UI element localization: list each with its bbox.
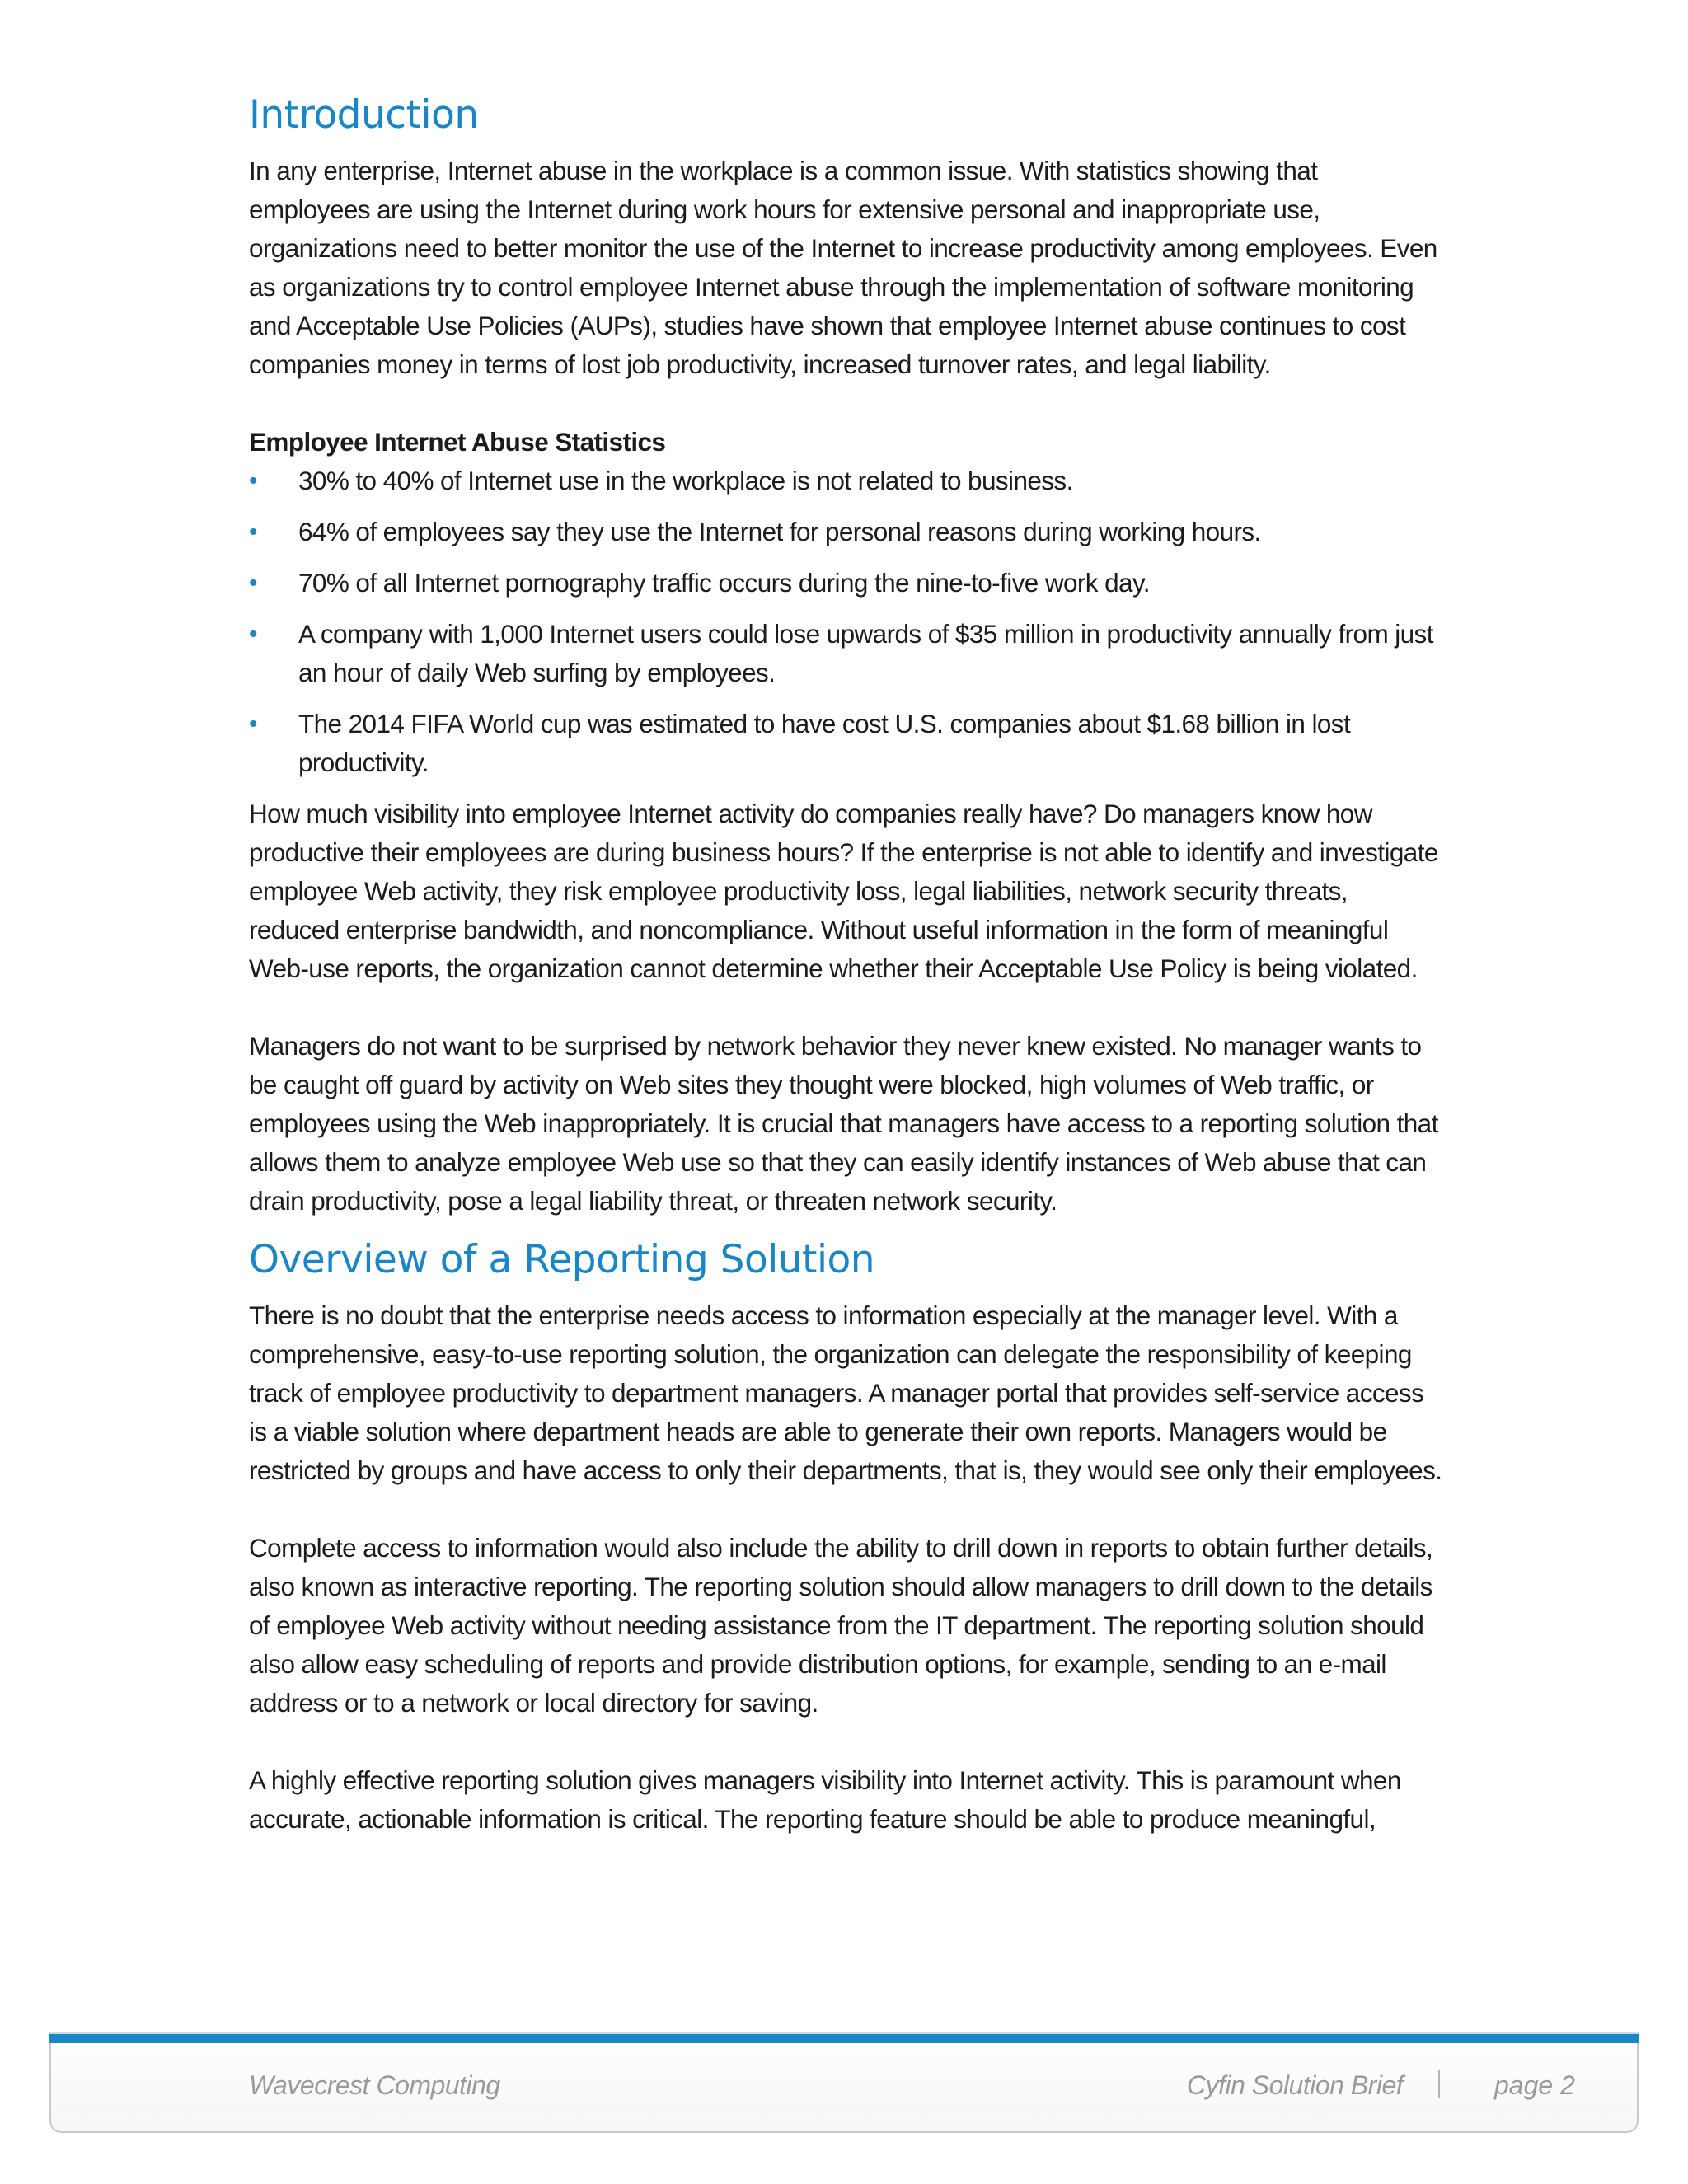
- statistics-heading: Employee Internet Abuse Statistics: [249, 427, 666, 457]
- visibility-paragraph-1: How much visibility into employee Internet activity do companies really have? Do managers know how productive their employees are during business hours? If the enterprise is not able to identify and investigate employee Web activity, they risk employee productivity loss, legal liabilities, network security threats, reduced enterprise bandwidth, and noncompliance. Without useful information in the form of meaningful Web-use reports, the organization cannot determine whether their Acceptable Use Policy is being violated.: [249, 799, 1438, 983]
- list-item: [249, 564, 1444, 602]
- overview-paragraph-3: A highly effective reporting solution gives managers visibility into Internet activity. This is paramount when accurate, actionable information is critical. The reporting feature should be able to produce meaningful,: [249, 1765, 1401, 1834]
- page-content: [249, 91, 1444, 1839]
- bullet-icon: •: [249, 569, 257, 597]
- overview-heading: Overview of a Reporting Solution: [249, 1237, 875, 1282]
- list-item-text: 30% to 40% of Internet use in the workplace is not related to business.: [298, 466, 1073, 495]
- list-item-text: A company with 1,000 Internet users could lose upwards of $35 million in productivity annually from just an hour of daily Web surfing by employees.: [298, 619, 1433, 687]
- bullet-icon: •: [249, 518, 257, 546]
- footer-company: Wavecrest Computing: [249, 2070, 500, 2100]
- footer-accent-bar: [49, 2032, 1639, 2043]
- bullet-icon: •: [249, 467, 257, 494]
- visibility-paragraph-2: Managers do not want to be surprised by network behavior they never knew existed. No manager wants to be caught off guard by activity on Web sites they thought were blocked, high volumes of Web traffic, or employees using the Web inappropriately. It is crucial that managers have access to a reporting solution that allows them to analyze employee Web use so that they can easily identify instances of Web abuse that can drain productivity, pose a legal liability threat, or threaten network security.: [249, 1031, 1438, 1216]
- list-item: [249, 462, 1444, 500]
- footer-divider: [1438, 2070, 1440, 2098]
- statistics-list: [249, 462, 1444, 782]
- footer-page-number: page 2: [1494, 2070, 1575, 2100]
- list-item: [249, 615, 1444, 692]
- list-item-text: 70% of all Internet pornography traffic occurs during the nine-to-five work day.: [298, 568, 1150, 598]
- overview-paragraph-2: Complete access to information would also include the ability to drill down in reports to obtain further details, also known as interactive reporting. The reporting solution should allow managers to drill down to the details of employee Web activity without needing assistance from the IT department. The reporting solution should also allow easy scheduling of reports and provide distribution options, for example, sending to an e-mail address or to a network or local directory for saving.: [249, 1533, 1433, 1718]
- introduction-heading: Introduction: [249, 92, 479, 138]
- list-item: [249, 513, 1444, 551]
- bullet-icon: •: [249, 710, 257, 738]
- list-item-text: The 2014 FIFA World cup was estimated to have cost U.S. companies about $1.68 billion in lost productivity.: [298, 709, 1351, 777]
- introduction-paragraph: In any enterprise, Internet abuse in the workplace is a common issue. With statistics showing that employees are using the Internet during work hours for extensive personal and inappropriate use, organizations need to better monitor the use of the Internet to increase productivity among employees. Even as organizations try to control employee Internet abuse through the implementation of software monitoring and Acceptable Use Policies (AUPs), studies have shown that employee Internet abuse continues to cost companies money in terms of lost job productivity, increased turnover rates, and legal liability.: [249, 156, 1437, 379]
- bullet-icon: •: [249, 621, 257, 648]
- footer-document-title: Cyfin Solution Brief: [1187, 2070, 1404, 2100]
- overview-paragraph-1: There is no doubt that the enterprise needs access to information especially at the manager level. With a comprehensive, easy-to-use reporting solution, the organization can delegate the responsibility of keeping track of employee productivity to department managers. A manager portal that provides self-service access is a viable solution where department heads are able to generate their own reports. Managers would be restricted by groups and have access to only their departments, that is, they would see only their employees.: [249, 1301, 1442, 1485]
- list-item-text: 64% of employees say they use the Internet for personal reasons during working hours.: [298, 517, 1261, 546]
- list-item: [249, 705, 1444, 782]
